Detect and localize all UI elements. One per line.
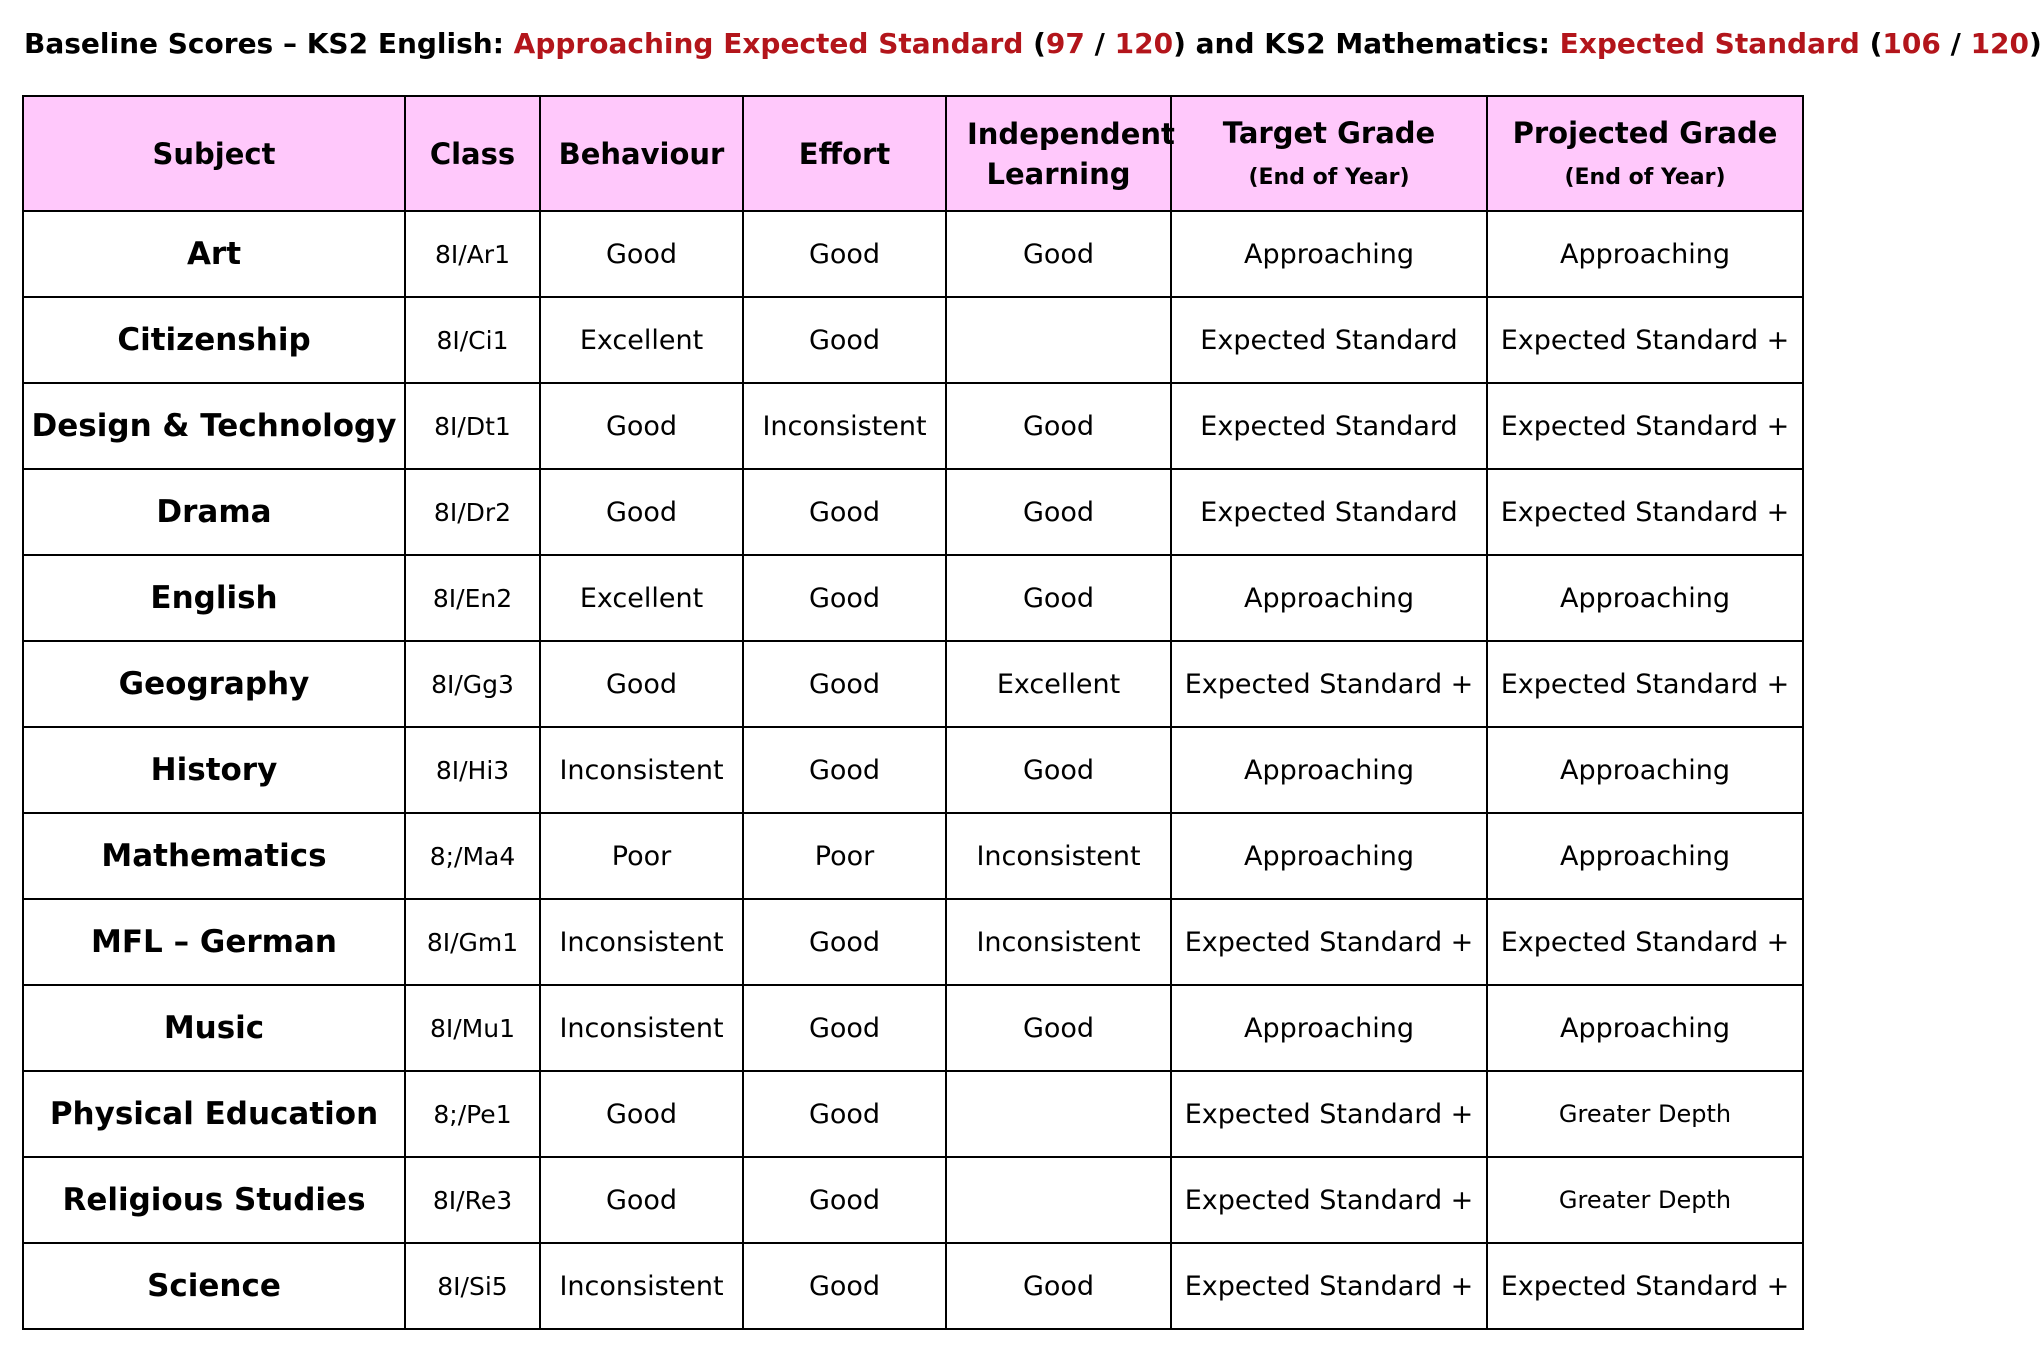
table-row <box>23 985 1803 1071</box>
cell-target-grade: Expected Standard + <box>1171 1071 1487 1157</box>
table-body <box>23 211 1803 1329</box>
cell-behaviour: Good <box>540 469 743 555</box>
cell-independent-learning: Good <box>946 985 1171 1071</box>
table-row <box>23 555 1803 641</box>
cell-class: 8I/Ar1 <box>405 211 540 297</box>
table-row <box>23 813 1803 899</box>
cell-independent-learning: Inconsistent <box>946 899 1171 985</box>
cell-behaviour: Good <box>540 1157 743 1243</box>
header-target-grade-note: (End of Year) <box>1248 164 1410 190</box>
cell-effort: Good <box>743 211 946 297</box>
table-row <box>23 641 1803 727</box>
cell-target-grade: Approaching <box>1171 727 1487 813</box>
cell-subject: Citizenship <box>23 297 405 383</box>
maths-score: 106 <box>1882 27 1941 60</box>
cell-behaviour: Poor <box>540 813 743 899</box>
cell-projected-grade: Greater Depth <box>1487 1071 1803 1157</box>
cell-behaviour: Good <box>540 211 743 297</box>
title-suffix: ) <box>2029 27 2042 60</box>
table-row <box>23 1071 1803 1157</box>
cell-projected-grade: Approaching <box>1487 555 1803 641</box>
cell-effort: Good <box>743 297 946 383</box>
maths-sep: / <box>1940 27 1971 60</box>
cell-class: 8I/En2 <box>405 555 540 641</box>
cell-class: 8I/Dr2 <box>405 469 540 555</box>
table-row <box>23 1243 1803 1329</box>
title-middle: ) and KS2 Mathematics: <box>1173 27 1560 60</box>
cell-independent-learning: Good <box>946 727 1171 813</box>
cell-independent-learning: Good <box>946 1243 1171 1329</box>
header-effort: Effort <box>743 96 946 211</box>
cell-projected-grade: Expected Standard + <box>1487 469 1803 555</box>
english-level: Approaching Expected Standard <box>513 27 1024 60</box>
cell-class: 8I/Gm1 <box>405 899 540 985</box>
cell-class: 8I/Si5 <box>405 1243 540 1329</box>
cell-target-grade: Expected Standard + <box>1171 1157 1487 1243</box>
maths-open: ( <box>1859 27 1883 60</box>
cell-subject: Religious Studies <box>23 1157 405 1243</box>
cell-independent-learning <box>946 1071 1171 1157</box>
table-row <box>23 1157 1803 1243</box>
cell-projected-grade: Expected Standard + <box>1487 297 1803 383</box>
cell-behaviour: Good <box>540 641 743 727</box>
english-sep: / <box>1084 27 1115 60</box>
cell-effort: Good <box>743 555 946 641</box>
cell-independent-learning: Good <box>946 383 1171 469</box>
cell-independent-learning: Excellent <box>946 641 1171 727</box>
grades-table <box>22 95 1804 1330</box>
cell-projected-grade: Approaching <box>1487 813 1803 899</box>
cell-target-grade: Approaching <box>1171 813 1487 899</box>
cell-subject: MFL – German <box>23 899 405 985</box>
cell-class: 8I/Mu1 <box>405 985 540 1071</box>
cell-effort: Good <box>743 641 946 727</box>
cell-target-grade: Approaching <box>1171 211 1487 297</box>
cell-behaviour: Inconsistent <box>540 1243 743 1329</box>
page-title <box>24 22 2042 66</box>
cell-effort: Good <box>743 1071 946 1157</box>
english-score: 97 <box>1045 27 1085 60</box>
cell-projected-grade: Approaching <box>1487 211 1803 297</box>
title-prefix: Baseline Scores – KS2 English: <box>24 27 514 60</box>
cell-effort: Good <box>743 727 946 813</box>
cell-projected-grade: Expected Standard + <box>1487 899 1803 985</box>
cell-target-grade: Expected Standard <box>1171 297 1487 383</box>
cell-subject: Science <box>23 1243 405 1329</box>
english-open: ( <box>1023 27 1046 60</box>
cell-independent-learning: Good <box>946 555 1171 641</box>
cell-effort: Inconsistent <box>743 383 946 469</box>
table-row <box>23 211 1803 297</box>
maths-max: 120 <box>1970 27 2030 60</box>
cell-projected-grade: Approaching <box>1487 727 1803 813</box>
cell-class: 8I/Gg3 <box>405 641 540 727</box>
cell-independent-learning: Good <box>946 211 1171 297</box>
cell-subject: Art <box>23 211 405 297</box>
cell-projected-grade: Greater Depth <box>1487 1157 1803 1243</box>
cell-independent-learning <box>946 297 1171 383</box>
cell-behaviour: Good <box>540 383 743 469</box>
cell-target-grade: Expected Standard <box>1171 469 1487 555</box>
cell-effort: Good <box>743 469 946 555</box>
table-row <box>23 469 1803 555</box>
cell-independent-learning: Good <box>946 469 1171 555</box>
cell-subject: Mathematics <box>23 813 405 899</box>
cell-subject: Music <box>23 985 405 1071</box>
cell-subject: Drama <box>23 469 405 555</box>
english-max: 120 <box>1114 27 1174 60</box>
cell-class: 8;/Ma4 <box>405 813 540 899</box>
maths-level: Expected Standard <box>1559 27 1860 60</box>
cell-effort: Good <box>743 899 946 985</box>
cell-subject: Design & Technology <box>23 383 405 469</box>
header-row <box>23 96 1803 211</box>
header-independent-learning: Independent Learning <box>946 96 1171 211</box>
cell-subject: Physical Education <box>23 1071 405 1157</box>
cell-behaviour: Excellent <box>540 555 743 641</box>
cell-subject: English <box>23 555 405 641</box>
cell-target-grade: Expected Standard + <box>1171 641 1487 727</box>
cell-independent-learning <box>946 1157 1171 1243</box>
cell-class: 8I/Re3 <box>405 1157 540 1243</box>
cell-class: 8I/Dt1 <box>405 383 540 469</box>
table-row <box>23 899 1803 985</box>
cell-projected-grade: Approaching <box>1487 985 1803 1071</box>
cell-class: 8I/Ci1 <box>405 297 540 383</box>
cell-effort: Good <box>743 1157 946 1243</box>
table-row <box>23 297 1803 383</box>
cell-projected-grade: Expected Standard + <box>1487 383 1803 469</box>
header-target-grade: Target Grade (End of Year) <box>1171 96 1487 211</box>
cell-class: 8I/Hi3 <box>405 727 540 813</box>
cell-class: 8;/Pe1 <box>405 1071 540 1157</box>
cell-behaviour: Good <box>540 1071 743 1157</box>
cell-behaviour: Inconsistent <box>540 727 743 813</box>
table-row <box>23 727 1803 813</box>
header-subject: Subject <box>23 96 405 211</box>
cell-projected-grade: Expected Standard + <box>1487 1243 1803 1329</box>
cell-effort: Good <box>743 1243 946 1329</box>
cell-target-grade: Expected Standard + <box>1171 1243 1487 1329</box>
cell-subject: History <box>23 727 405 813</box>
cell-behaviour: Inconsistent <box>540 985 743 1071</box>
cell-behaviour: Excellent <box>540 297 743 383</box>
cell-behaviour: Inconsistent <box>540 899 743 985</box>
header-projected-grade: Projected Grade (End of Year) <box>1487 96 1803 211</box>
cell-subject: Geography <box>23 641 405 727</box>
cell-independent-learning: Inconsistent <box>946 813 1171 899</box>
header-projected-grade-note: (End of Year) <box>1564 164 1726 190</box>
cell-effort: Poor <box>743 813 946 899</box>
cell-target-grade: Expected Standard <box>1171 383 1487 469</box>
table-row <box>23 383 1803 469</box>
header-class: Class <box>405 96 540 211</box>
cell-target-grade: Expected Standard + <box>1171 899 1487 985</box>
cell-target-grade: Approaching <box>1171 985 1487 1071</box>
cell-target-grade: Approaching <box>1171 555 1487 641</box>
cell-effort: Good <box>743 985 946 1071</box>
cell-projected-grade: Expected Standard + <box>1487 641 1803 727</box>
header-behaviour: Behaviour <box>540 96 743 211</box>
